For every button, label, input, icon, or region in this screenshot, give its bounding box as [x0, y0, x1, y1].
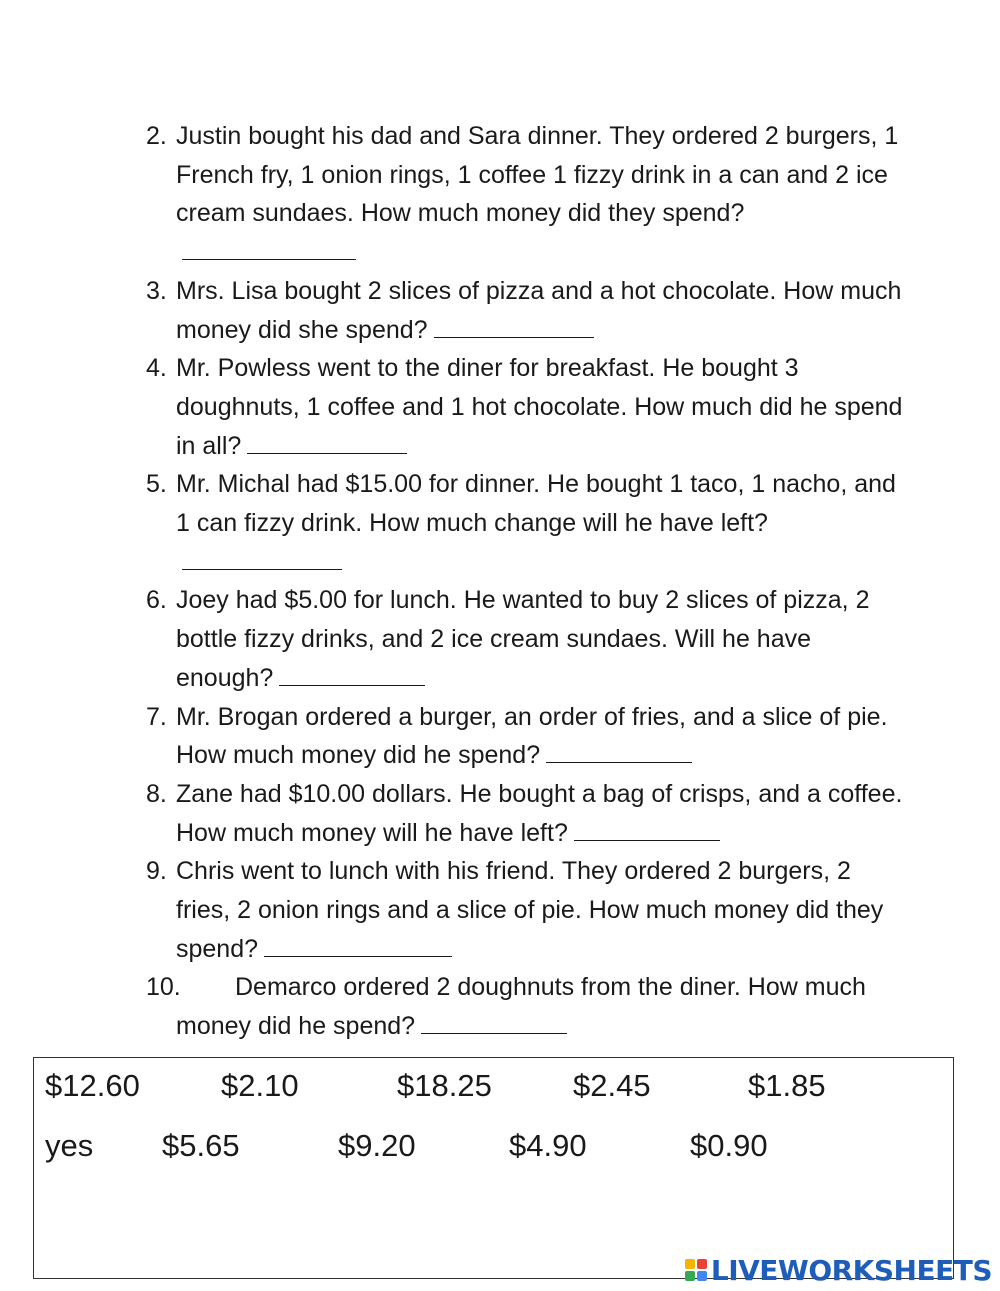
question-4	[146, 349, 906, 465]
question-text: Zane had $10.00 dollars. He bought a bag of crisps, and a coffee. How much money will he have left?	[176, 779, 903, 847]
question-2	[146, 117, 906, 272]
answer-option[interactable]: $4.90	[509, 1128, 587, 1163]
question-10	[146, 968, 906, 1045]
question-number: 6.	[146, 586, 167, 615]
answer-option[interactable]: $5.65	[162, 1128, 240, 1163]
answer-option[interactable]: yes	[45, 1128, 94, 1163]
question-number: 8.	[146, 779, 167, 808]
question-text: Demarco ordered 2 doughnuts from the diner. How much money did he spend?	[176, 973, 866, 1041]
logo-text: LIVEWORKSHEETS	[710, 1253, 992, 1287]
answer-option[interactable]: $9.20	[338, 1128, 416, 1163]
question-list	[146, 117, 906, 1046]
question-number: 9.	[146, 857, 167, 886]
answer-blank[interactable]	[182, 547, 342, 570]
answer-blank[interactable]	[434, 315, 594, 338]
question-7	[146, 698, 906, 775]
question-9	[146, 852, 906, 968]
question-5	[146, 465, 906, 581]
answer-blank[interactable]	[546, 740, 692, 763]
question-number: 7.	[146, 702, 167, 731]
question-text: Mr. Powless went to the diner for breakfast. He bought 3 doughnuts, 1 coffee and 1 hot chocolate. How much did he spend in all?	[176, 354, 903, 460]
question-text: Justin bought his dad and Sara dinner. They ordered 2 burgers, 1 French fry, 1 onion rings, 1 coffee 1 fizzy drink in a can and 2 ice cream sundaes. How much money did they spend?	[176, 122, 899, 228]
question-text: Mrs. Lisa bought 2 slices of pizza and a hot chocolate. How much money did she spend?	[176, 276, 902, 344]
answer-blank[interactable]	[279, 663, 425, 686]
answer-blank[interactable]	[574, 818, 720, 841]
question-number: 3.	[146, 276, 167, 305]
question-number: 5.	[146, 470, 167, 499]
answer-blank[interactable]	[182, 237, 356, 260]
answer-option[interactable]: $1.85	[748, 1068, 826, 1103]
answer-blank[interactable]	[421, 1011, 567, 1034]
answer-option[interactable]: $2.45	[573, 1068, 651, 1103]
question-number: 2.	[146, 122, 167, 150]
answer-option[interactable]: $12.60	[45, 1068, 140, 1103]
answer-option[interactable]: $18.25	[397, 1068, 492, 1103]
answer-option[interactable]: $0.90	[690, 1128, 768, 1163]
answer-blank[interactable]	[264, 934, 452, 957]
logo-blocks-icon	[685, 1259, 707, 1281]
question-text: Mr. Brogan ordered a burger, an order of fries, and a slice of pie. How much money did he spend?	[176, 702, 888, 770]
answer-blank[interactable]	[247, 431, 407, 454]
question-number: 4.	[146, 354, 167, 383]
question-text: Joey had $5.00 for lunch. He wanted to buy 2 slices of pizza, 2 bottle fizzy drinks, and 2 ice cream sundaes. Will he have enough?	[176, 586, 870, 692]
question-8	[146, 775, 906, 852]
question-3	[146, 272, 906, 349]
liveworksheets-logo	[685, 1255, 992, 1285]
question-6	[146, 581, 906, 697]
question-text: Chris went to lunch with his friend. They ordered 2 burgers, 2 fries, 2 onion rings and a slice of pie. How much money did they spend?	[176, 857, 884, 963]
question-number: 10.	[146, 973, 181, 1002]
question-text: Mr. Michal had $15.00 for dinner. He bought 1 taco, 1 nacho, and 1 can fizzy drink. How much change will he have left?	[176, 470, 896, 538]
answer-option[interactable]: $2.10	[221, 1068, 299, 1103]
answer-bank	[33, 1057, 954, 1279]
